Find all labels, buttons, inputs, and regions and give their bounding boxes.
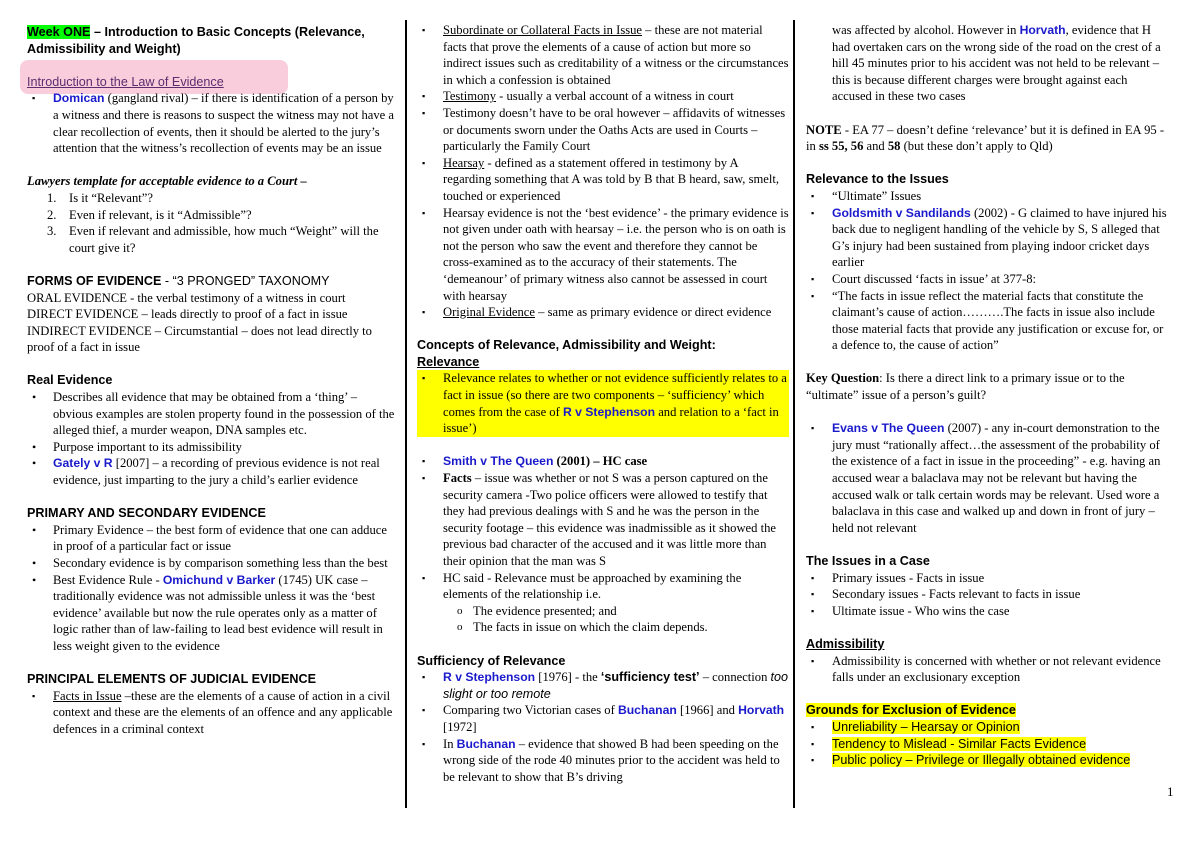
list-item: ▪ Evans v The Queen (2007) - any in-court demonstration to the jury must “rationally affect…the assessment of the probability of the existence of a fact in issue in the proceeding” - e.g. having an accused wear a balaclava may not be relevant but having the accused walk or talk certain words may be relevant. Used wore a balaclava in this case and walked up and down in front of jury – held not relevant (806, 420, 1168, 536)
list-item: ▪ Tendency to Mislead - Similar Facts Evidence (806, 736, 1168, 753)
list-item: ▪ Secondary issues - Facts relevant to facts in issue (806, 586, 1168, 603)
list-item: 1. Is it “Relevant”? (47, 190, 153, 205)
paragraph: Key Question: Is there a direct link to a primary issue or to the “ultimate” issue of a person’s guilt? (806, 371, 1125, 403)
list-item: ▪ Smith v The Queen (2001) – HC case (417, 453, 789, 470)
list-item: • Secondary evidence is by comparison something less than the best (27, 555, 399, 572)
list-item: ▪ Primary issues - Facts in issue (806, 570, 1168, 587)
paragraph: DIRECT EVIDENCE – leads directly to proof of a fact in issue (27, 307, 348, 322)
paragraph: INDIRECT EVIDENCE – Circumstantial – does not lead directly to proof of a fact in issue (27, 323, 372, 355)
paragraph: ORAL EVIDENCE - the verbal testimony of a witness in court (27, 290, 346, 305)
section-heading: Admissibility (806, 636, 885, 651)
paragraph: NOTE - EA 77 – doesn’t define ‘relevance’ but it is defined in EA 95 - in ss 55, 56 and 58 (but these don’t apply to Qld) (806, 122, 1165, 154)
list-item: ▪ R v Stephenson [1976] - the ‘sufficiency test’ – connection too slight or too remote (417, 669, 789, 702)
list-item: 2. Even if relevant, is it “Admissible”? (47, 207, 252, 222)
list-item: ▪ Hearsay - defined as a statement offered in testimony by A regarding something that A was told by B that B heard, saw, smelt, touched or experienced (417, 155, 789, 205)
list-item: o The evidence presented; and (417, 603, 789, 620)
section-heading: Introduction to the Law of Evidence (27, 74, 224, 89)
section-heading: The Issues in a Case (806, 554, 930, 568)
column-divider (405, 20, 407, 808)
list-item: ▪ Original Evidence – same as primary evidence or direct evidence (417, 304, 789, 321)
list-item: ▪ Subordinate or Collateral Facts in Issue – these are not material facts that prove the elements of a cause of action but more so indirect issues such as creditability of a witness or the circumstances in which a confession is obtained (417, 22, 789, 88)
section-heading: Lawyers template for acceptable evidence to a Court – (27, 174, 307, 189)
section-heading: FORMS OF EVIDENCE - “3 PRONGED” TAXONOMY (27, 273, 330, 288)
section-heading: Sufficiency of Relevance (417, 653, 566, 668)
paragraph: was affected by alcohol. However in Horvath, evidence that H had overtaken cars on the wrong side of the road on the crest of a hill 45 minutes prior to his accident was not held to be relevant – this is because different charges were brought against each accused in these two cases (832, 23, 1161, 104)
list-item: ▪ Admissibility is concerned with whether or not relevant evidence falls under an exclusionary exception (806, 653, 1168, 686)
list-item: ▪ Facts in Issue –these are the elements of a cause of action in a civil context and these are the elements of an offence and any applicable defences in a criminal context (27, 688, 399, 738)
list-item: ▪ Comparing two Victorian cases of Buchanan [1966] and Horvath [1972] (417, 702, 789, 735)
list-item: ▪ Court discussed ‘facts in issue’ at 377-8: (806, 271, 1168, 288)
column-divider (793, 20, 795, 808)
list-item: 3. Even if relevant and admissible, how much “Weight” will the court give it? (47, 224, 379, 255)
list-item: ▪ “Ultimate” Issues (806, 188, 1168, 205)
column-1 (27, 24, 399, 738)
list-item: ▪ Unreliability – Hearsay or Opinion (806, 719, 1168, 736)
section-heading: PRIMARY AND SECONDARY EVIDENCE (27, 506, 266, 521)
section-heading: Relevance to the Issues (806, 172, 949, 187)
list-item: • Describes all evidence that may be obtained from a ‘thing’ – obvious examples are stolen property found in the possession of the alleged thief, a murder weapon, DNA samples etc. (27, 389, 399, 439)
list-item: ▪ Testimony doesn’t have to be oral however – affidavits of witnesses or documents sworn under the Oaths Acts are used in Courts – particularly the Family Court (417, 105, 789, 155)
list-item: ▪ Testimony - usually a verbal account of a witness in court (417, 88, 789, 105)
list-item: ▪ Relevance relates to whether or not evidence sufficiently relates to a fact in issue (so there are two components – ‘sufficiency’ which comes from the case of R v Stephenson and relation to a ‘fact in issue’) (417, 370, 789, 436)
page-title: Week ONE – Introduction to Basic Concepts (Relevance, Admissibility and Weight) (27, 25, 365, 56)
list-item: ▪ HC said - Relevance must be approached by examining the elements of the relationship i.e. (417, 570, 789, 603)
list-item: ▪ Ultimate issue - Who wins the case (806, 603, 1168, 620)
list-item: ▪ Hearsay evidence is not the ‘best evidence’ - the primary evidence is not given under oath with hearsay – i.e. the person who is on oath is not the person who saw the event and therefore they cannot be cross-examined as to the accuracy of their statements. The ‘demeanour’ of primary witness also cannot be assessed in court with hearsay (417, 205, 789, 305)
list-item: • Purpose important to its admissibility (27, 439, 399, 456)
section-heading: Concepts of Relevance, Admissibility and Weight: (417, 338, 716, 353)
list-item: ▪ “The facts in issue reflect the material facts that constitute the claimant’s cause of action……….The facts in issue also include those material facts that provide any justification or excuse for, or a defence to, the cause of action” (806, 288, 1168, 354)
column-3 (806, 22, 1168, 769)
list-item: ▪ Public policy – Privilege or Illegally obtained evidence (806, 752, 1168, 769)
list-item: • Primary Evidence – the best form of evidence that one can adduce in proof of a particular fact or issue (27, 522, 399, 555)
list-item: ▪ Facts – issue was whether or not S was a person captured on the security camera -Two police officers were allowed to testify that they had previous dealings with S and he was the person in the security footage – this evidence was inadmissible as it showed the previous bad character of the accused and it was little more than their opinion that the man was S (417, 470, 789, 570)
list-item: ▪ Domican (gangland rival) – if there is identification of a person by a witness and there is reasons to suspect the witness may not have a clear recollection of events, then it should be alerted to the jury’s attention that the witness’s recollection of events may be an issue (27, 90, 399, 156)
list-item: ▪ In Buchanan – evidence that showed B had been speeding on the wrong side of the rode 40 minutes prior to the accident was held to be relevant to show that B’s driving (417, 736, 789, 786)
page-number: 1 (1167, 784, 1174, 799)
section-heading: Grounds for Exclusion of Evidence (806, 703, 1016, 718)
list-item: ▪ Goldsmith v Sandilands (2002) - G claimed to have injured his back due to negligent handling of the vehicle by S, S alleged that G’s injury had been sustained from playing indoor cricket days earlier (806, 205, 1168, 271)
list-item: • Gately v R [2007] – a recording of previous evidence is not real evidence, just imparting to the jury a child’s earlier evidence (27, 455, 399, 488)
column-2 (417, 22, 789, 785)
section-heading: Real Evidence (27, 373, 113, 388)
list-item: o The facts in issue on which the claim depends. (417, 619, 789, 636)
list-item: • Best Evidence Rule - Omichund v Barker (1745) UK case – traditionally evidence was not admissible unless it was the ‘best evidence’ available but now the rule operates only as a matter of logic rather than of law-failing to lead best evidence will result in less weight given to the evidence (27, 572, 399, 655)
section-heading: PRINCIPAL ELEMENTS OF JUDICIAL EVIDENCE (27, 672, 316, 687)
section-heading: Relevance (417, 354, 480, 369)
